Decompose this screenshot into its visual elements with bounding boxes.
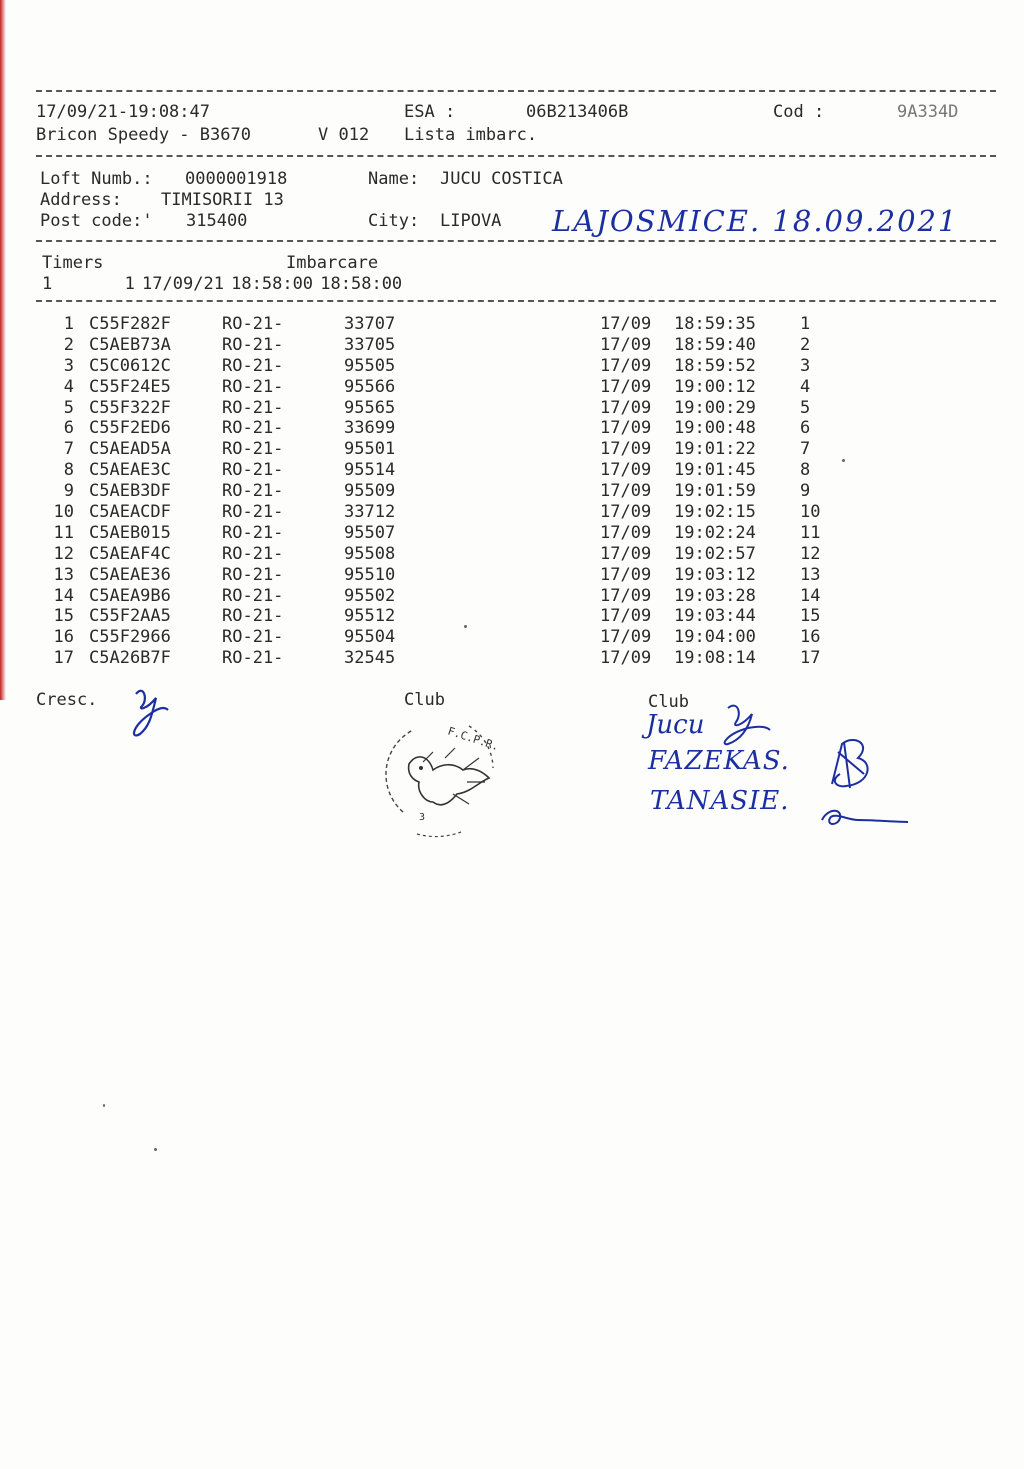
arrival-position: 16 — [800, 627, 821, 648]
arrival-time: 19:01:45 — [674, 460, 756, 481]
arrival-time: 19:00:29 — [674, 397, 756, 418]
breeder-label: Cresc. — [36, 690, 98, 710]
arrival-date: 17/09 — [600, 460, 652, 481]
arrival-time: 18:59:40 — [674, 334, 756, 355]
arrival-position: 5 — [800, 397, 811, 418]
ring-code: C55F282F — [89, 314, 171, 334]
ring-code: C55F24E5 — [89, 376, 171, 397]
paper-speck — [464, 625, 467, 628]
paper-speck — [103, 1104, 105, 1107]
ring-prefix: RO-21- — [222, 585, 284, 606]
arrival-time: 19:00:12 — [674, 376, 756, 397]
ring-prefix: RO-21- — [222, 627, 284, 648]
ring-prefix: RO-21- — [222, 502, 284, 523]
ring-code: C5AEAE3C — [89, 460, 171, 481]
esa-label: ESA : — [404, 102, 456, 122]
svg-text:F.C.P.R.: F.C.P.R. — [446, 724, 501, 754]
device-version: V 012 — [318, 125, 370, 145]
ring-number: 33699 — [344, 418, 396, 439]
arrival-time: 19:04:00 — [674, 627, 756, 648]
ring-prefix: RO-21- — [222, 481, 284, 502]
club-stamp — [383, 712, 501, 840]
signature-mark-3 — [818, 800, 910, 830]
row-index: 8 — [63, 460, 74, 481]
club-label-left: Club — [404, 690, 445, 710]
arrival-time: 19:03:28 — [674, 585, 756, 606]
pigeon-row — [0, 377, 1024, 398]
arrival-date: 17/09 — [600, 355, 652, 376]
pigeon-row — [0, 398, 1024, 419]
pigeon-row — [0, 460, 1024, 481]
paper-speck — [154, 1148, 157, 1151]
postcode-value: 315400 — [186, 211, 248, 231]
arrival-time: 19:01:59 — [674, 481, 756, 502]
pigeon-row — [0, 586, 1024, 607]
arrival-position: 1 — [800, 314, 811, 334]
ring-prefix: RO-21- — [222, 564, 284, 585]
divider — [36, 155, 996, 157]
ring-prefix: RO-21- — [222, 376, 284, 397]
arrival-date: 17/09 — [600, 439, 652, 460]
ring-prefix: RO-21- — [222, 606, 284, 627]
ring-number: 33705 — [344, 334, 396, 355]
arrival-time: 19:02:15 — [674, 502, 756, 523]
address-value: TIMISORII 13 — [161, 190, 284, 210]
ring-code: C55F322F — [89, 397, 171, 418]
row-index: 15 — [53, 606, 74, 627]
arrival-position: 2 — [800, 334, 811, 355]
ring-number: 95565 — [344, 397, 396, 418]
divider — [36, 240, 996, 242]
ring-code: C5AEAF4C — [89, 543, 171, 564]
ring-prefix: RO-21- — [222, 355, 284, 376]
signature-tanasie: TANASIE. — [650, 786, 790, 816]
pigeon-row — [0, 418, 1024, 439]
arrival-date: 17/09 — [600, 543, 652, 564]
imbarcare-label: Imbarcare — [286, 253, 379, 273]
signature-fazekas: FAZEKAS. — [648, 746, 790, 776]
ring-number: 95507 — [344, 522, 396, 543]
name-label: Name: — [368, 169, 420, 189]
ring-prefix: RO-21- — [222, 439, 284, 460]
ring-prefix: RO-21- — [222, 334, 284, 355]
row-index: 2 — [63, 334, 74, 355]
ring-code: C5A26B7F — [89, 648, 171, 669]
signature-mark-1 — [718, 700, 774, 748]
device-name: Bricon Speedy - B3670 — [36, 125, 251, 145]
paper-speck — [842, 459, 845, 462]
arrival-position: 4 — [800, 376, 811, 397]
arrival-time: 19:02:57 — [674, 543, 756, 564]
ring-code: C5AEA9B6 — [89, 585, 171, 606]
ring-number: 95509 — [344, 481, 396, 502]
ring-number: 95514 — [344, 460, 396, 481]
timer-row: 1 1 17/09/21 18:58:00 18:58:00 — [42, 274, 403, 294]
arrival-time: 18:59:35 — [674, 314, 756, 334]
esa-value: 06B213406B — [526, 102, 629, 122]
ring-prefix: RO-21- — [222, 522, 284, 543]
ring-code: C5AEAE36 — [89, 564, 171, 585]
arrival-position: 9 — [800, 481, 811, 502]
ring-code: C55F2ED6 — [89, 418, 171, 439]
signature-jucu: Jucu — [646, 710, 705, 740]
arrival-date: 17/09 — [600, 481, 652, 502]
pigeon-row — [0, 356, 1024, 377]
row-index: 14 — [53, 585, 74, 606]
ring-code: C5AEAD5A — [89, 439, 171, 460]
row-index: 16 — [53, 627, 74, 648]
ring-code: C5AEB015 — [89, 522, 171, 543]
city-label: City: — [368, 211, 420, 231]
breeder-signature — [126, 680, 172, 740]
fancier-name: JUCU COSTICA — [440, 169, 563, 189]
ring-number: 95512 — [344, 606, 396, 627]
ring-prefix: RO-21- — [222, 314, 284, 334]
ring-number: 95505 — [344, 355, 396, 376]
arrival-time: 19:00:48 — [674, 418, 756, 439]
ring-number: 95504 — [344, 627, 396, 648]
arrival-time: 19:03:44 — [674, 606, 756, 627]
row-index: 4 — [63, 376, 74, 397]
pigeon-row — [0, 523, 1024, 544]
arrival-date: 17/09 — [600, 585, 652, 606]
arrival-position: 6 — [800, 418, 811, 439]
ring-code: C5AEB3DF — [89, 481, 171, 502]
arrival-position: 13 — [800, 564, 821, 585]
club-label-right: Club — [648, 692, 689, 712]
ring-number: 33707 — [344, 314, 396, 334]
arrival-position: 17 — [800, 648, 821, 669]
arrival-position: 11 — [800, 522, 821, 543]
divider — [36, 300, 996, 302]
ring-prefix: RO-21- — [222, 460, 284, 481]
ring-number: 33712 — [344, 502, 396, 523]
row-index: 9 — [63, 481, 74, 502]
cod-value: 9A334D — [897, 102, 959, 122]
pigeon-row — [0, 627, 1024, 648]
loft-label: Loft Numb.: — [40, 169, 153, 189]
row-index: 11 — [53, 522, 74, 543]
arrival-position: 12 — [800, 543, 821, 564]
ring-code: C5C0612C — [89, 355, 171, 376]
row-index: 10 — [53, 502, 74, 523]
arrival-time: 19:03:12 — [674, 564, 756, 585]
pigeon-row — [0, 606, 1024, 627]
postcode-label: Post code:' — [40, 211, 153, 231]
arrival-position: 3 — [800, 355, 811, 376]
pigeon-row — [0, 565, 1024, 586]
cod-label: Cod : — [773, 102, 825, 122]
ring-code: C5AEB73A — [89, 334, 171, 355]
pigeon-row — [0, 335, 1024, 356]
pigeon-list — [0, 314, 1024, 669]
row-index: 3 — [63, 355, 74, 376]
arrival-position: 8 — [800, 460, 811, 481]
svg-text:3: 3 — [419, 812, 426, 823]
loft-number: 0000001918 — [185, 169, 288, 189]
handwritten-race-note: LAJOSMICE. 18.09.2021 — [552, 204, 959, 238]
row-index: 13 — [53, 564, 74, 585]
ring-number: 95508 — [344, 543, 396, 564]
ring-prefix: RO-21- — [222, 397, 284, 418]
arrival-date: 17/09 — [600, 502, 652, 523]
ring-number: 95566 — [344, 376, 396, 397]
arrival-date: 17/09 — [600, 314, 652, 334]
arrival-date: 17/09 — [600, 564, 652, 585]
row-index: 12 — [53, 543, 74, 564]
arrival-position: 15 — [800, 606, 821, 627]
signature-mark-2 — [824, 734, 878, 794]
arrival-date: 17/09 — [600, 418, 652, 439]
ring-prefix: RO-21- — [222, 648, 284, 669]
ring-number: 95510 — [344, 564, 396, 585]
city-value: LIPOVA — [440, 211, 502, 231]
row-index: 17 — [53, 648, 74, 669]
pigeon-row — [0, 481, 1024, 502]
pigeon-row — [0, 502, 1024, 523]
list-title: Lista imbarc. — [404, 125, 538, 145]
ring-code: C55F2AA5 — [89, 606, 171, 627]
pigeon-row — [0, 544, 1024, 565]
arrival-date: 17/09 — [600, 522, 652, 543]
row-index: 1 — [63, 314, 74, 334]
print-datetime: 17/09/21-19:08:47 — [36, 102, 210, 122]
ring-code: C5AEACDF — [89, 502, 171, 523]
pigeon-row — [0, 314, 1024, 335]
arrival-date: 17/09 — [600, 648, 652, 669]
ring-number: 95502 — [344, 585, 396, 606]
arrival-time: 18:59:52 — [674, 355, 756, 376]
divider — [36, 90, 996, 92]
address-label: Address: — [40, 190, 122, 210]
arrival-date: 17/09 — [600, 627, 652, 648]
ring-prefix: RO-21- — [222, 418, 284, 439]
pigeon-row — [0, 439, 1024, 460]
row-index: 6 — [63, 418, 74, 439]
arrival-position: 10 — [800, 502, 821, 523]
arrival-position: 7 — [800, 439, 811, 460]
arrival-time: 19:02:24 — [674, 522, 756, 543]
arrival-date: 17/09 — [600, 334, 652, 355]
arrival-time: 19:08:14 — [674, 648, 756, 669]
arrival-time: 19:01:22 — [674, 439, 756, 460]
row-index: 7 — [63, 439, 74, 460]
arrival-date: 17/09 — [600, 397, 652, 418]
timers-label: Timers — [42, 253, 104, 273]
arrival-position: 14 — [800, 585, 821, 606]
ring-number: 32545 — [344, 648, 396, 669]
ring-prefix: RO-21- — [222, 543, 284, 564]
ring-number: 95501 — [344, 439, 396, 460]
row-index: 5 — [63, 397, 74, 418]
arrival-date: 17/09 — [600, 376, 652, 397]
ring-code: C55F2966 — [89, 627, 171, 648]
arrival-date: 17/09 — [600, 606, 652, 627]
pigeon-row — [0, 648, 1024, 669]
